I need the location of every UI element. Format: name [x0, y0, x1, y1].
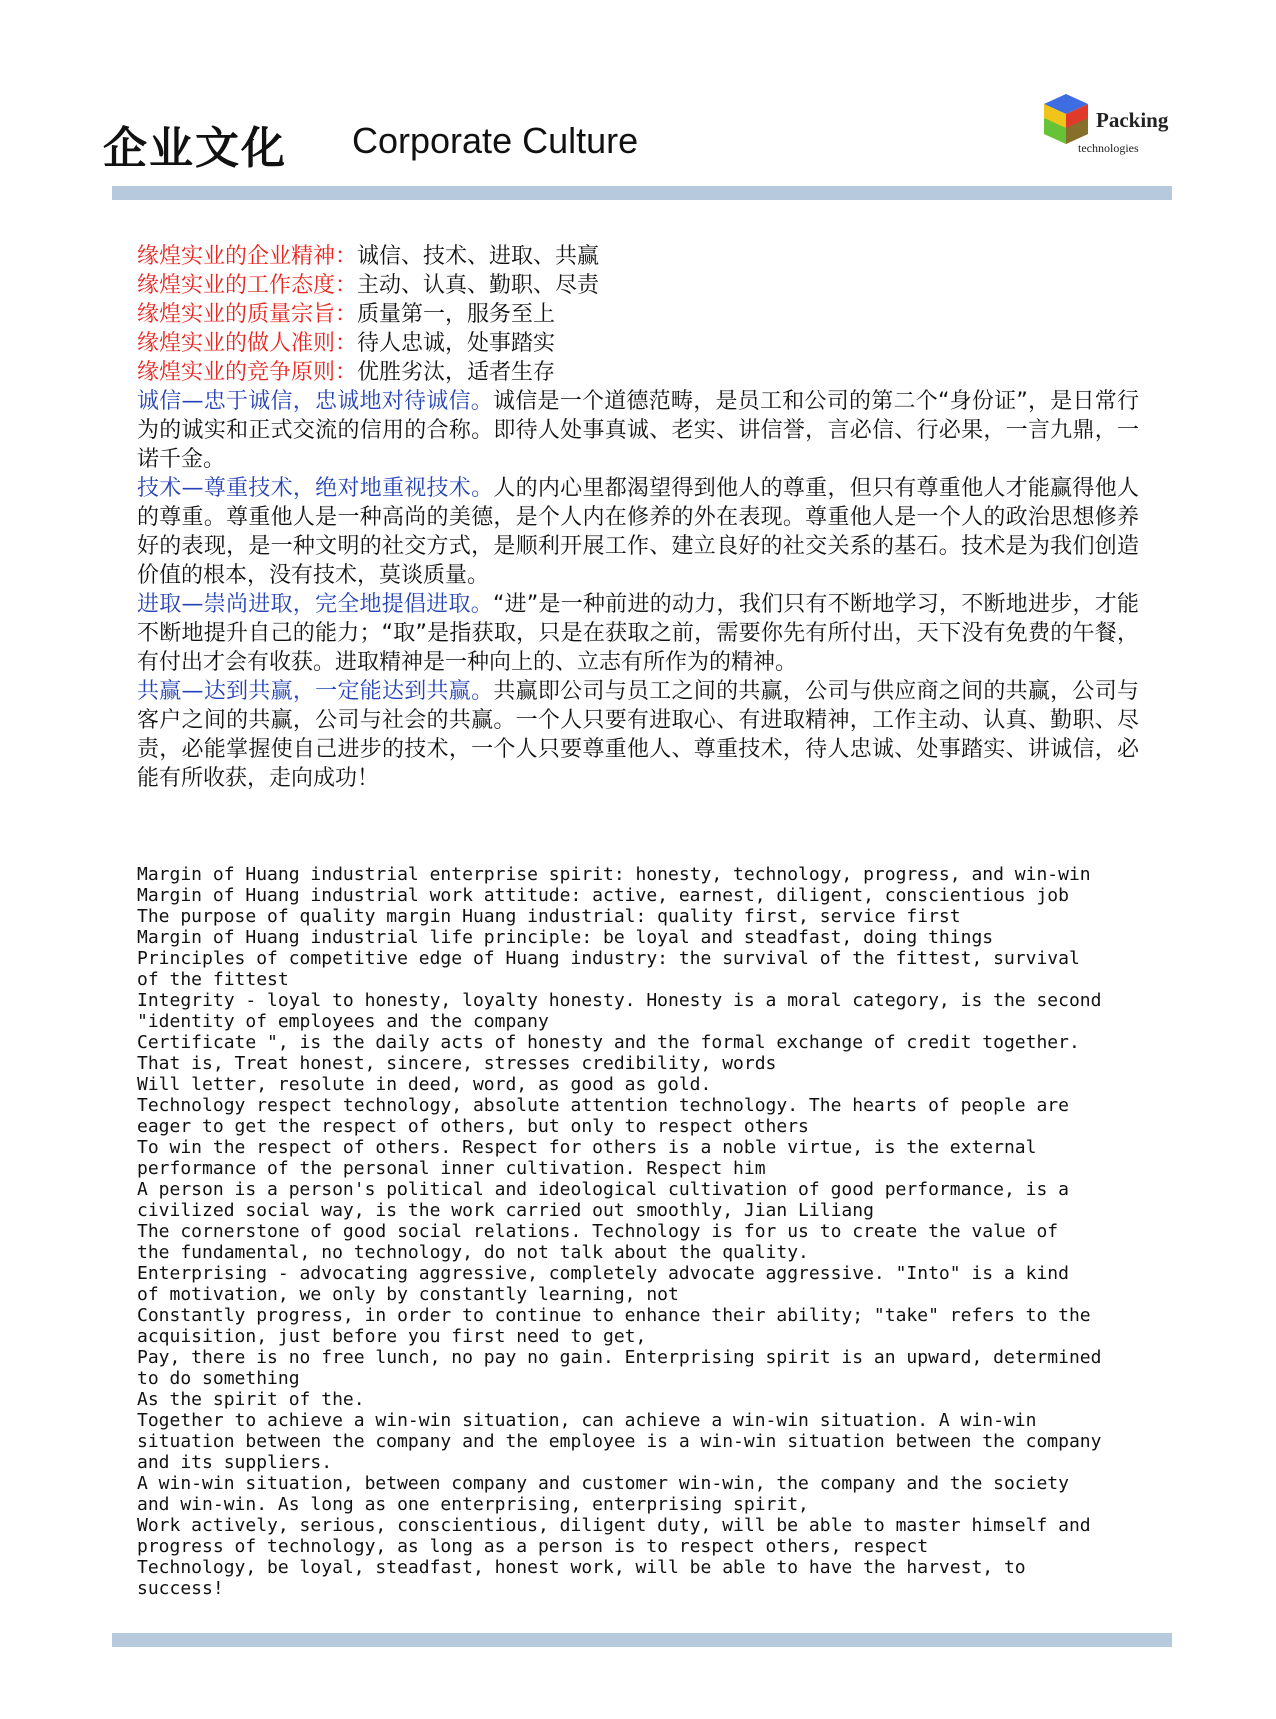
english-line: The purpose of quality margin Huang industrial: quality first, service first [137, 906, 961, 927]
english-line: the fundamental, no technology, do not talk about the quality. [137, 1242, 809, 1263]
english-line: of motivation, we only by constantly learning, not [137, 1284, 679, 1305]
principle-label: 缘煌实业的竞争原则： [137, 360, 358, 385]
english-line: and win-win. As long as one enterprising, enterprising spirit, [137, 1494, 809, 1515]
top-divider-bar [112, 186, 1172, 200]
english-line: "identity of employees and the company [137, 1011, 549, 1032]
principle-line [137, 329, 1139, 358]
english-line: Constantly progress, in order to continue to enhance their ability; "take" refers to the [137, 1305, 1091, 1326]
english-line: Work actively, serious, conscientious, diligent duty, will be able to master himself and [137, 1515, 1091, 1536]
paragraph-technology [137, 474, 1139, 590]
english-line: Will letter, resolute in deed, word, as good as gold. [137, 1074, 712, 1095]
paragraph-label: 诚信—忠于诚信，忠诚地对待诚信。 [137, 389, 493, 414]
page-title-english: Corporate Culture [352, 120, 639, 161]
english-line: Certificate ", is the daily acts of honesty and the formal exchange of credit together. [137, 1032, 1080, 1053]
english-line: Technology respect technology, absolute attention technology. The hearts of people are [137, 1095, 1069, 1116]
english-line: A win-win situation, between company and customer win-win, the company and the society [137, 1473, 1069, 1494]
english-line: Integrity - loyal to honesty, loyalty honesty. Honesty is a moral category, is the second [137, 990, 1102, 1011]
paragraph-label: 技术—尊重技术，绝对地重视技术。 [137, 476, 494, 501]
principle-line [137, 300, 1139, 329]
english-line: Margin of Huang industrial life principle: be loyal and steadfast, doing things [137, 927, 994, 948]
english-line: eager to get the respect of others, but only to respect others [137, 1116, 809, 1137]
english-line: Margin of Huang industrial enterprise spirit: honesty, technology, progress, and win-win [137, 864, 1091, 885]
chinese-section [137, 242, 1139, 793]
paragraph-text: “进”是一种前进的动力，我们只有不断地学习，不断地进步，才能不断地提升自己的能力；“取”是指获取，只是在获取之前，需要你先有所付出，天下没有免费的午餐，有付出才会有收获。进取精神是一种向上的、立志有所作为的精神。 [137, 592, 1139, 675]
paragraph-label: 共赢—达到共赢，一定能达到共赢。 [137, 679, 494, 704]
english-line: and its suppliers. [137, 1452, 333, 1473]
english-line: Margin of Huang industrial work attitude: active, earnest, diligent, conscientious job [137, 885, 1069, 906]
english-line: to do something [137, 1368, 300, 1389]
company-logo [1036, 86, 1169, 166]
paragraph-label: 进取—崇尚进取，完全地提倡进取。 [137, 592, 493, 617]
principle-text: 诚信、技术、进取、共赢 [357, 244, 600, 269]
paragraph-integrity [137, 387, 1139, 474]
page-title-chinese: 企业文化 [103, 123, 287, 174]
principle-line [137, 358, 1139, 387]
principle-label: 缘煌实业的企业精神： [137, 244, 358, 269]
english-line: Technology, be loyal, steadfast, honest work, will be able to have the harvest, to [137, 1557, 1026, 1578]
paragraph-text: 人的内心里都渴望得到他人的尊重，但只有尊重他人才能赢得他人的尊重。尊重他人是一种高尚的美德，是个人内在修养的外在表现。尊重他人是一个人的政治思想修养好的表现，是一种文明的社交方式，是顺利开展工作、建立良好的社交关系的基石。技术是为我们创造价值的根本，没有技术，莫谈质量。 [137, 476, 1139, 588]
english-line: Together to achieve a win-win situation, can achieve a win-win situation. A win-win [137, 1410, 1037, 1431]
principle-text: 待人忠诚，处事踏实 [357, 331, 556, 356]
english-line: acquisition, just before you first need to get, [137, 1326, 647, 1347]
english-line: Enterprising - advocating aggressive, completely advocate aggressive. "Into" is a kind [137, 1263, 1069, 1284]
english-line: The cornerstone of good social relations. Technology is for us to create the value of [137, 1221, 1059, 1242]
paragraph-enterprising [137, 590, 1139, 677]
paragraph-text: 共赢即公司与员工之间的共赢，公司与供应商之间的共赢，公司与客户之间的共赢，公司与社会的共赢。一个人只要有进取心、有进取精神，工作主动、认真、勤职、尽责，必能掌握使自己进步的技术，一个人只要尊重他人、尊重技术，待人忠诚、处事踏实、讲诚信，必能有所收获，走向成功！ [137, 679, 1139, 791]
principle-label: 缘煌实业的做人准则： [137, 331, 358, 356]
principle-text: 质量第一，服务至上 [357, 302, 556, 327]
paragraph-text: 诚信是一个道德范畴，是员工和公司的第二个“身份证”，是日常行为的诚实和正式交流的信用的合称。即待人处事真诚、老实、讲信誉，言必信、行必果，一言九鼎，一诺千金。 [137, 389, 1139, 472]
english-line: of the fittest [137, 969, 289, 990]
english-line: As the spirit of the. [137, 1389, 365, 1410]
principle-text: 主动、认真、勤职、尽责 [357, 273, 600, 298]
logo-technologies-text: technologies [1078, 141, 1139, 155]
english-line: progress of technology, as long as a person is to respect others, respect [137, 1536, 929, 1557]
english-line: civilized social way, is the work carried out smoothly, Jian Liliang [137, 1200, 874, 1221]
english-line: To win the respect of others. Respect for others is a noble virtue, is the external [137, 1137, 1037, 1158]
principle-label: 缘煌实业的工作态度： [137, 273, 358, 298]
principle-label: 缘煌实业的质量宗旨： [137, 302, 358, 327]
paragraph-win-win [137, 677, 1139, 793]
english-line: A person is a person's political and ideological cultivation of good performance, is a [137, 1179, 1069, 1200]
logo-packing-text: Packing [1096, 108, 1169, 132]
bottom-divider-bar [112, 1633, 1172, 1647]
english-line: Pay, there is no free lunch, no pay no gain. Enterprising spirit is an upward, determined [137, 1347, 1102, 1368]
english-section [137, 864, 1139, 1599]
principle-text: 优胜劣汰，适者生存 [357, 360, 556, 385]
english-line: situation between the company and the employee is a win-win situation between the company [137, 1431, 1102, 1452]
english-line: success! [137, 1578, 224, 1599]
principle-line [137, 242, 1139, 271]
principle-line [137, 271, 1139, 300]
english-line: That is, Treat honest, sincere, stresses credibility, words [137, 1053, 777, 1074]
english-line: performance of the personal inner cultivation. Respect him [137, 1158, 766, 1179]
english-line: Principles of competitive edge of Huang industry: the survival of the fittest, survival [137, 948, 1080, 969]
